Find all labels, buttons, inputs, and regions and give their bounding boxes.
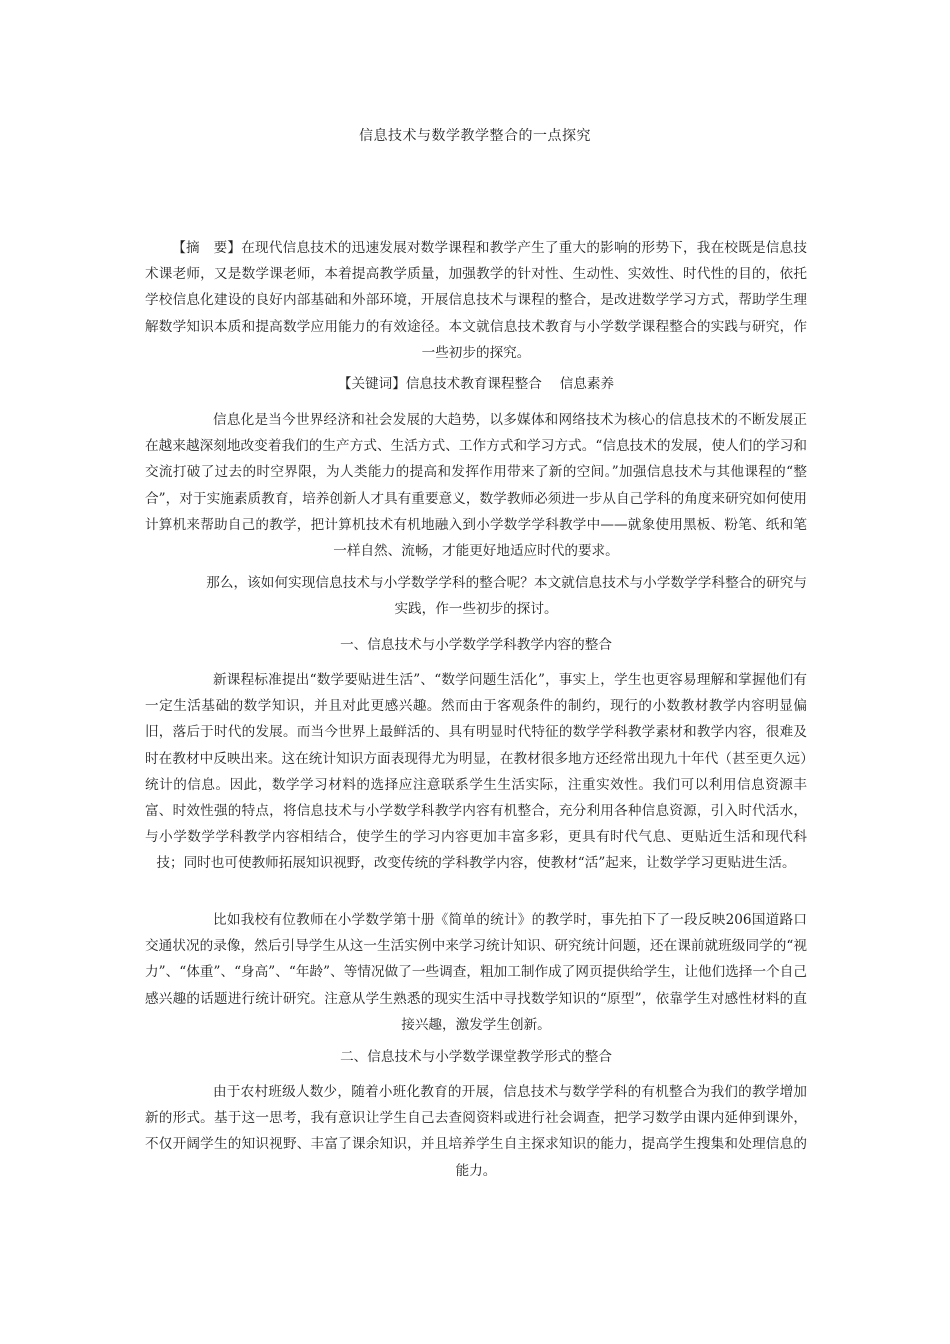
section-heading-1: 一、信息技术与小学数学学科教学内容的整合 xyxy=(340,637,612,653)
intro-paragraph-1: 信息化是当今世界经济和社会发展的大趋势，以多媒体和网络技术为核心的信息技术的不断发展正在越来越深刻地改变着我们的生产方式、生活方式、工作方式和学习方式。“信息技术的发展，使人们的学习和交流打破了过去的时空界限，为人类能力的提高和发挥作用带来了新的空间。”加强信息技术与其他课程的“整合”，对于实施素质教育，培养创新人才具有重要意义，数学教师必须进一步从自己学科的角度来研究如何使用计算机来帮助自己的教学，把计算机技术有机地融入到小学数学学科教学中——就象使用黑板、粉笔、纸和笔一样自然、流畅，才能更好地适应时代的要求。 xyxy=(145,412,807,560)
section1-paragraph-2: 比如我校有位教师在小学数学第十册《简单的统计》的教学时，事先拍下了一段反映206国道路口交通状况的录像，然后引导学生从这一生活实例中来学习统计知识、研究统计问题，还在课前就班级同学的“视力”、“体重”、“身高”、“年龄”、等情况做了一些调查，粗加工制作成了网页提供给学生，让他们选择一个自己感兴趣的话题进行统计研究。注意从学生熟悉的现实生活中寻找数学知识的“原型”，依靠学生对感性材料的直接兴趣，激发学生创新。 xyxy=(145,912,807,1033)
section1-paragraph-1: 新课程标准提出“数学要贴进生活”、“数学问题生活化”，事实上，学生也更容易理解和掌握他们有一定生活基础的数学知识，并且对此更感兴趣。然而由于客观条件的制约，现行的小数教材教学内容明显偏旧，落后于时代的发展。而当今世界上最鲜活的、具有明显时代特征的数学学科教学素材和教学内容，很难及时在教材中反映出来。这在统计知识方面表现得尤为明显，在教材很多地方还经常出现九十年代（甚至更久远）统计的信息。因此，数学学习材料的选择应注意联系学生生活实际，注重实效性。我们可以利用信息资源丰富、时效性强的特点，将信息技术与小学数学科教学内容有机整合，充分利用各种信息资源，引入时代活水，与小学数学学科教学内容相结合，使学生的学习内容更加丰富多彩，更具有时代气息、更贴近生活和现代科技；同时也可使教师拓展知识视野，改变传统的学科教学内容，使教材“活”起来，让数学学习更贴进生活。 xyxy=(145,672,807,872)
abstract-text: 在现代信息技术的迅速发展对数学课程和教学产生了重大的影响的形势下，我在校既是信息技术课老师，又是数学课老师，本着提高教学质量，加强教学的针对性、生动性、实效性、时代性的目的，依托学校信息化建设的良好内部基础和外部环境，开展信息技术与课程的整合，是改进数学学习方式，帮助学生理解数学知识本质和提高数学应用能力的有效途径。本文就信息技术教育与小学数学课程整合的实践与研究，作一些初步的探究。 xyxy=(145,240,808,361)
intro-paragraph-2: 那么，该如何实现信息技术与小学数学学科的整合呢？本文就信息技术与小学数学学科整合的研究与实践，作一些初步的探讨。 xyxy=(206,575,807,618)
abstract-label: 【摘 要】 xyxy=(172,240,242,256)
keywords-text: 信息技术教育课程整合 信息素养 xyxy=(405,376,615,392)
section-heading-2: 二、信息技术与小学数学课堂教学形式的整合 xyxy=(340,1049,612,1065)
abstract-paragraph xyxy=(145,235,807,366)
keywords-label: 【关键词】 xyxy=(337,376,406,392)
keywords-paragraph xyxy=(145,371,807,397)
document-title: 信息技术与数学教学整合的一点探究 xyxy=(359,128,591,144)
section2-paragraph-1: 由于农村班级人数少，随着小班化教育的开展，信息技术与数学学科的有机整合为我们的教学增加新的形式。基于这一思考，我有意识让学生自己去查阅资料或进行社会调查，把学习数学由课内延伸到课外，不仅开阔学生的知识视野、丰富了课余知识，并且培养学生自主探求知识的能力，提高学生搜集和处理信息的能力。 xyxy=(145,1084,807,1179)
